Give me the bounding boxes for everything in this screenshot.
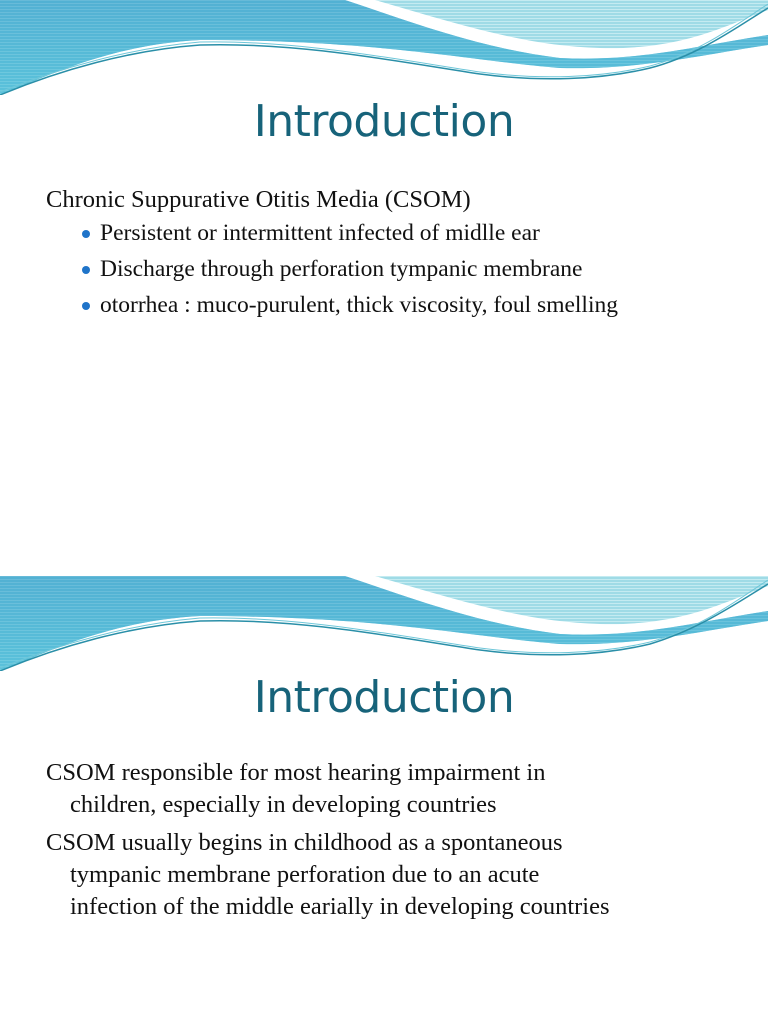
bullet-dot-icon	[82, 302, 90, 310]
slide-2	[0, 576, 768, 1024]
bullet-item	[46, 254, 748, 285]
bullet-item	[46, 290, 748, 321]
paragraph-line: infection of the middle earially in developing countries	[70, 893, 610, 920]
bullet-list	[46, 218, 748, 321]
body-paragraph	[46, 827, 748, 923]
paragraph-line: CSOM usually begins in childhood as a spontaneous	[46, 829, 563, 856]
bullet-dot-icon	[82, 230, 90, 238]
slide-body	[46, 184, 748, 326]
paragraph-line: CSOM responsible for most hearing impairment in	[46, 759, 546, 786]
header-wave-decoration	[0, 0, 768, 95]
bullet-dot-icon	[82, 266, 90, 274]
slide-title: Introduction	[253, 672, 515, 723]
body-paragraph	[46, 757, 748, 821]
bullet-text: Discharge through perforation tympanic membrane	[100, 256, 583, 282]
paragraph-line: tympanic membrane perforation due to an acute	[70, 861, 540, 888]
paragraph-line: children, especially in developing countries	[70, 791, 497, 818]
bullet-text: Persistent or intermittent infected of midlle ear	[100, 220, 540, 246]
bullet-item	[46, 218, 748, 249]
bullet-text: otorrhea : muco-purulent, thick viscosity, foul smelling	[100, 292, 618, 318]
slide-body	[46, 757, 748, 929]
body-heading: Chronic Suppurative Otitis Media (CSOM)	[46, 186, 471, 213]
slide-title: Introduction	[253, 96, 515, 147]
header-wave-decoration	[0, 576, 768, 671]
